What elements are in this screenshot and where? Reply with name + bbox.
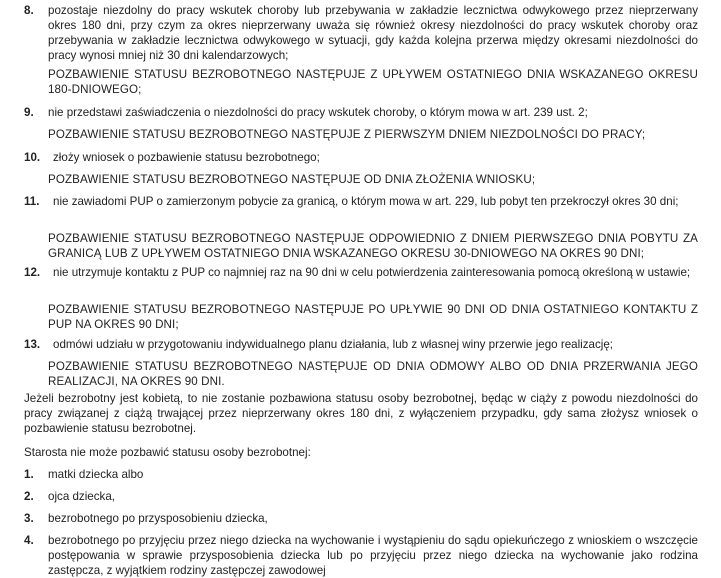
item-text: złoży wniosek o pozbawienie statusu bezrobotnego;: [53, 151, 320, 164]
item-result: POZBAWIENIE STATUSU BEZROBOTNEGO NASTĘPUJE Z UPŁYWEM OSTATNIEGO DNIA WSKAZANEGO OKRESU 180-DNIOWEGO;: [48, 68, 698, 96]
item-text: bezrobotnego po przysposobieniu dziecka,: [48, 512, 268, 525]
item-number: 11.: [24, 195, 40, 208]
item-number: 12.: [24, 266, 41, 279]
starosta-intro: Starosta nie może pozbawić statusu osoby bezrobotnej:: [24, 446, 311, 459]
item-text: nie zawiadomi PUP o zamierzonym pobycie za granicą, o którym mowa w art. 229, lub pobyt ten przekroczył okres 30 dni;: [53, 195, 679, 208]
item-text: nie przedstawi zaświadczenia o niezdolności do pracy wskutek choroby, o którym mowa w art. 239 ust. 2;: [48, 106, 588, 119]
pregnancy-note: Jeżeli bezrobotny jest kobietą, to nie zostanie pozbawiona statusu osoby bezrobotnej, będąc w ciąży z powodu niezdolności do pracy związanej z ciążą trwającej przez nieprzerwany okres 180 dni, z wyłączeniem przypadku, gdy sama złożysz wniosek o pozbawienie statusu bezrobotnej.: [24, 392, 698, 435]
item-number: 10.: [24, 151, 41, 164]
item-number: 3.: [24, 512, 34, 525]
item-number: 8.: [24, 4, 34, 17]
item-number: 1.: [24, 468, 34, 481]
item-number: 9.: [24, 106, 34, 119]
item-result: POZBAWIENIE STATUSU BEZROBOTNEGO NASTĘPUJE OD DNIA ZŁOŻENIA WNIOSKU;: [48, 173, 536, 186]
item-result: POZBAWIENIE STATUSU BEZROBOTNEGO NASTĘPUJE Z PIERWSZYM DNIEM NIEZDOLNOŚCI DO PRACY;: [48, 128, 646, 141]
item-result: POZBAWIENIE STATUSU BEZROBOTNEGO NASTĘPUJE ODPOWIEDNIO Z DNIEM PIERWSZEGO DNIA POBYTU ZA GRANICĄ LUB Z UPŁYWEM OSTATNIEGO DNIA WSKAZANEGO OKRESU 30-DNIOWEGO NA OKRES 90 DNI;: [48, 232, 698, 260]
item-text: pozostaje niezdolny do pracy wskutek choroby lub przebywania w zakładzie lecznictwa odwykowego przez nieprzerwany okres 180 dni, przy czym za okres nieprzerwany uważa się również okresy niezdolności do pracy wskutek choroby oraz przebywania w zakładzie lecznictwa odwykowego w sytuacji, gdy każda kolejna przerwa między okresami niezdolności do pracy wynosi mniej niż 30 dni kalendarzowych;: [48, 4, 698, 62]
item-text: nie utrzymuje kontaktu z PUP co najmniej raz na 90 dni w celu potwierdzenia zainteresowania pomocą określoną w ustawie;: [53, 266, 691, 279]
item-text: matki dziecka albo: [48, 468, 144, 481]
item-result: POZBAWIENIE STATUSU BEZROBOTNEGO NASTĘPUJE PO UPŁYWIE 90 DNI OD DNIA OSTATNIEGO KONTAKTU Z PUP NA OKRES 90 DNI;: [48, 303, 698, 331]
item-text: bezrobotnego po przyjęciu przez niego dziecka na wychowanie i wystąpieniu do sądu opiekuńczego z wnioskiem o wszczęcie postępowania w sprawie przysposobienia dziecka lub po przyjęciu przez niego dziecka na wychowanie jako rodzina zastępcza, z wyjątkiem rodziny zastępczej zawodowej: [48, 534, 698, 577]
item-text: ojca dziecka,: [48, 490, 116, 503]
item-number: 4.: [24, 534, 34, 547]
item-number: 2.: [24, 490, 34, 503]
item-number: 13.: [24, 338, 41, 351]
item-result: POZBAWIENIE STATUSU BEZROBOTNEGO NASTĘPUJE OD DNIA ODMOWY ALBO OD DNIA PRZERWANIA JEGO REALIZACJI, NA OKRES 90 DNI.: [48, 360, 698, 388]
item-text: odmówi udziału w przygotowaniu indywidualnego planu działania, lub z własnej winy przerwie jego realizację;: [53, 338, 614, 351]
